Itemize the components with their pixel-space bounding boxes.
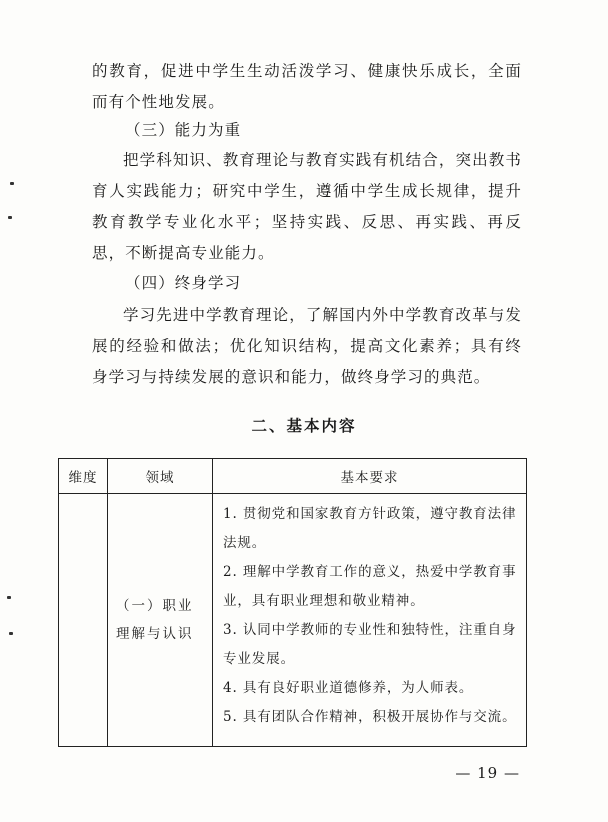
paragraph-lifelong-learning: 学习先进中学教育理论，了解国内外中学教育改革与发展的经验和做法；优化知识结构，提高文化素养；具有终身学习与持续发展的意识和能力，做终身学习的典范。: [92, 306, 522, 386]
header-field: 领域: [108, 459, 213, 494]
requirement-item: 3. 认同中学教师的专业性和独特性，注重自身专业发展。: [223, 622, 517, 667]
cell-dimension: [59, 494, 108, 747]
section-title: 二、基本内容: [251, 417, 357, 435]
scan-speck: [8, 216, 12, 219]
scan-speck: [9, 632, 13, 635]
requirement-item: 5. 具有团队合作精神，积极开展协作与交流。: [223, 709, 517, 725]
table-row: [59, 494, 527, 747]
page-number: — 19 —: [455, 764, 520, 782]
subheading-lifelong-learning: （四）终身学习: [125, 274, 242, 292]
paragraph-continuation: 的教育，促进中学生生动活泼学习、健康快乐成长，全面而有个性地发展。: [92, 62, 522, 111]
table-header-row: [59, 459, 527, 494]
cell-field: （一）职业理解与认识: [108, 494, 213, 747]
scan-speck: [7, 596, 11, 599]
paragraph-ability: 把学科知识、教育理论与教育实践有机结合，突出教书育人实践能力；研究中学生，遵循中学生成长规律，提升教育教学专业化水平；坚持实践、反思、再实践、再反思，不断提高专业能力。: [92, 151, 522, 262]
standards-table: [58, 458, 527, 747]
requirement-item: 1. 贯彻党和国家教育方针政策，遵守教育法律法规。: [223, 506, 517, 551]
scan-speck: [10, 182, 14, 185]
header-dimension: 维度: [59, 459, 108, 494]
requirement-item: 2. 理解中学教育工作的意义，热爱中学教育事业，具有职业理想和敬业精神。: [223, 564, 517, 609]
header-requirements: 基本要求: [213, 459, 527, 494]
subheading-ability: （三）能力为重: [125, 121, 242, 139]
requirement-item: 4. 具有良好职业道德修养，为人师表。: [223, 680, 474, 696]
cell-requirements: [213, 494, 527, 747]
